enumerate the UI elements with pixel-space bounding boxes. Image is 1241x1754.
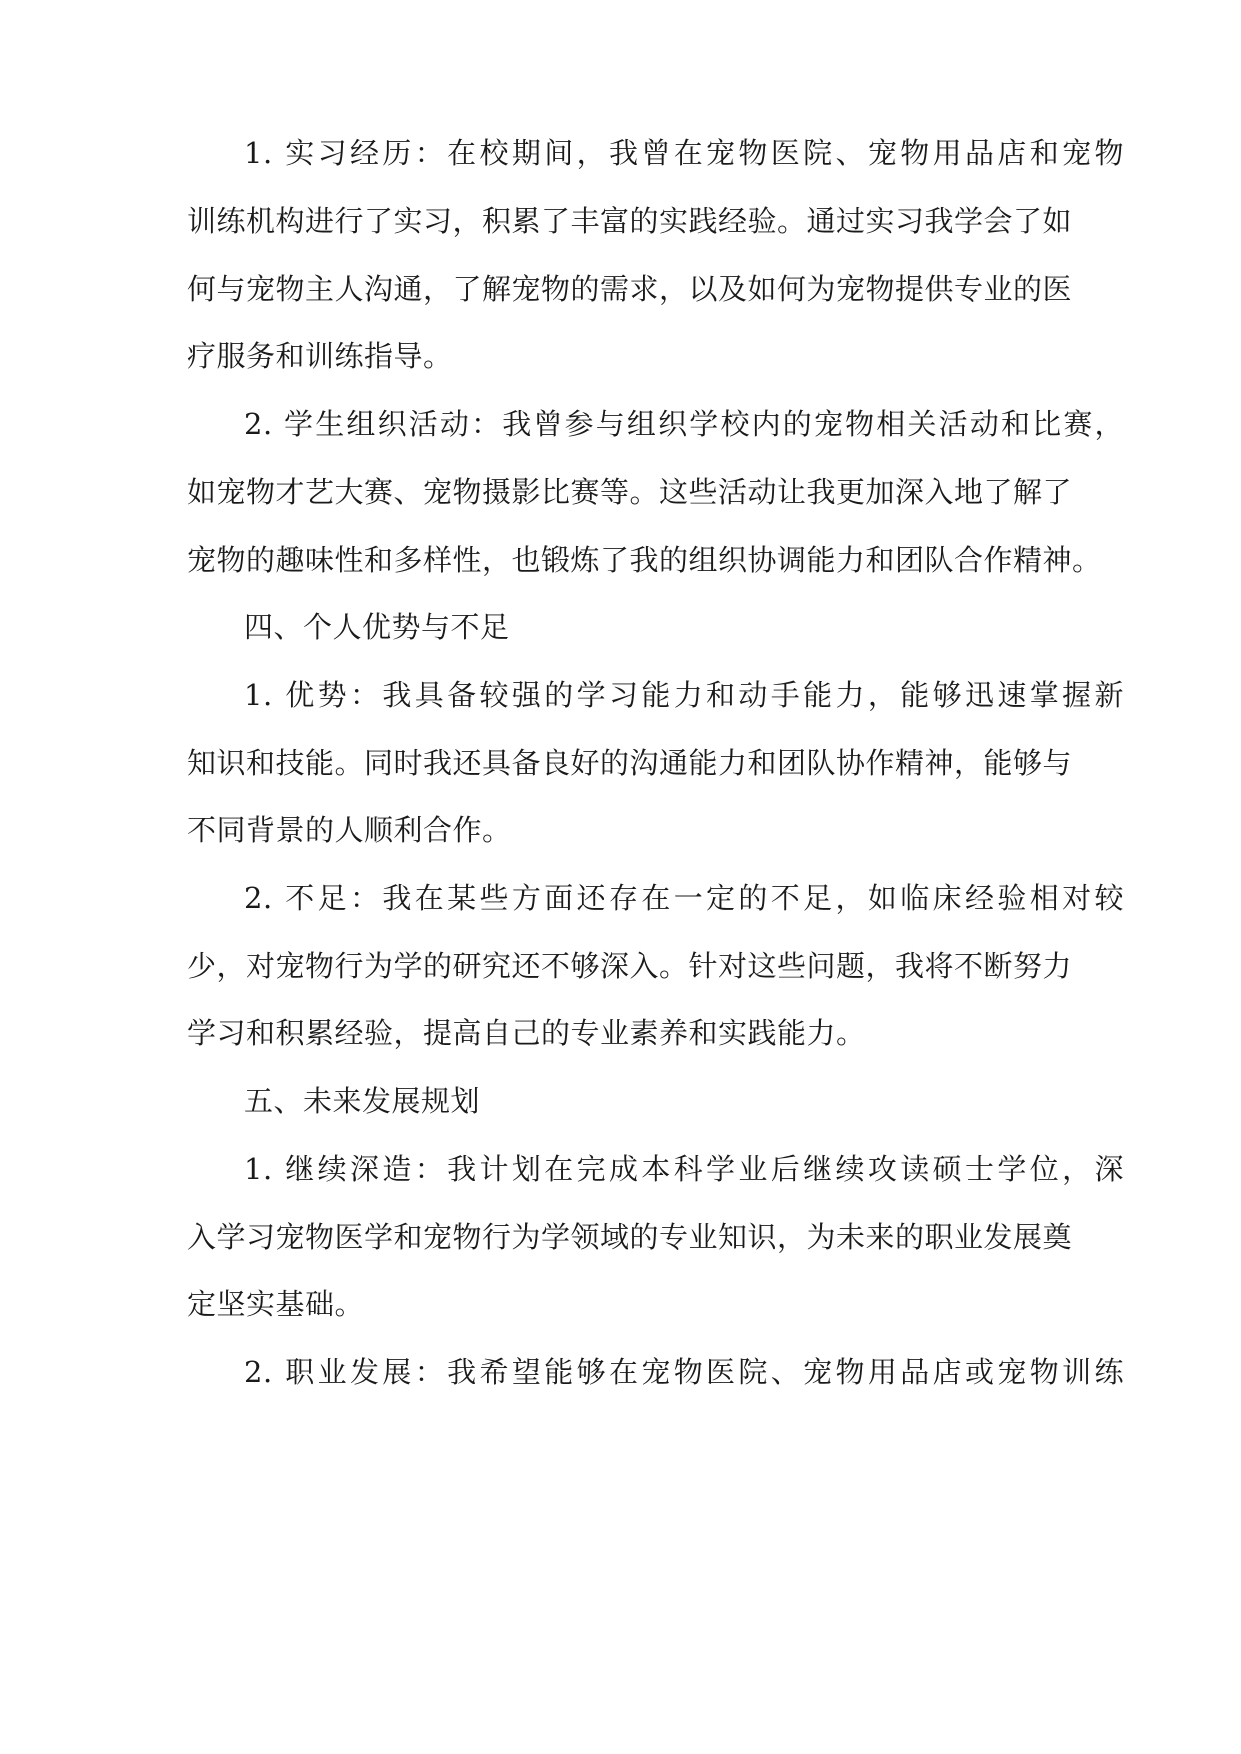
paragraph-activities-line-2: 如宠物才艺大赛、宠物摄影比赛等。这些活动让我更加深入地了解了 xyxy=(187,475,1073,509)
paragraph-internship-line-4: 疗服务和训练指导。 xyxy=(187,339,453,373)
paragraph-weaknesses-line-2: 少，对宠物行为学的研究还不够深入。针对这些问题，我将不断努力 xyxy=(187,949,1073,983)
paragraph-activities-line-3: 宠物的趣味性和多样性，也锻炼了我的组织协调能力和团队合作精神。 xyxy=(187,543,1102,577)
paragraph-weaknesses-line-1: 2. 不足：我在某些方面还存在一定的不足，如临床经验相对较 xyxy=(244,881,1124,915)
section-heading-future-plan: 五、未来发展规划 xyxy=(244,1084,481,1118)
paragraph-internship-line-3: 何与宠物主人沟通，了解宠物的需求，以及如何为宠物提供专业的医 xyxy=(187,272,1073,306)
section-heading-strengths: 四、个人优势与不足 xyxy=(244,610,510,644)
paragraph-strengths-line-2: 知识和技能。同时我还具备良好的沟通能力和团队协作精神，能够与 xyxy=(187,746,1073,780)
paragraph-activities-line-1: 2. 学生组织活动：我曾参与组织学校内的宠物相关活动和比赛， xyxy=(244,407,1124,441)
paragraph-further-study-line-2: 入学习宠物医学和宠物行为学领域的专业知识，为未来的职业发展奠 xyxy=(187,1220,1073,1254)
paragraph-further-study-line-1: 1. 继续深造：我计划在完成本科学业后继续攻读硕士学位，深 xyxy=(244,1152,1124,1186)
paragraph-strengths-line-3: 不同背景的人顺利合作。 xyxy=(187,813,512,847)
paragraph-career-line-1: 2. 职业发展：我希望能够在宠物医院、宠物用品店或宠物训练 xyxy=(244,1355,1124,1389)
paragraph-internship-line-2: 训练机构进行了实习，积累了丰富的实践经验。通过实习我学会了如 xyxy=(187,204,1073,238)
paragraph-further-study-line-3: 定坚实基础。 xyxy=(187,1287,365,1321)
paragraph-weaknesses-line-3: 学习和积累经验，提高自己的专业素养和实践能力。 xyxy=(187,1016,866,1050)
paragraph-strengths-line-1: 1. 优势：我具备较强的学习能力和动手能力，能够迅速掌握新 xyxy=(244,678,1124,712)
paragraph-internship-line-1: 1. 实习经历：在校期间，我曾在宠物医院、宠物用品店和宠物 xyxy=(244,136,1124,170)
